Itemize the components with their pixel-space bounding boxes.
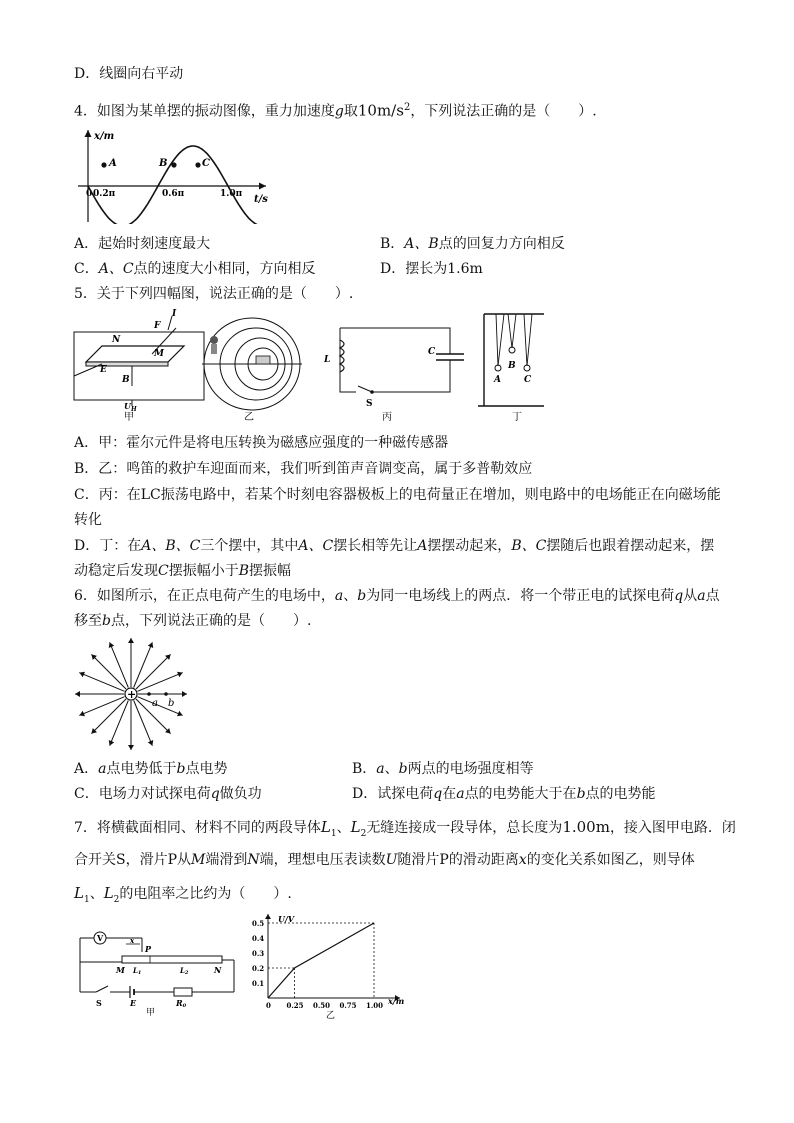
q7-xtick: 0.25 — [286, 1001, 304, 1010]
q7-caption-yi: 乙 — [326, 1011, 336, 1020]
q5-option-d-line1: D．丁：在A、B、C三个摆中，其中A、C摆长相等先让A摆摆动起来，B、C摆随后也跟着摆动起来，摆 — [74, 538, 715, 554]
svg-text:L: L — [324, 355, 331, 365]
q7-ytick: 0.5 — [252, 919, 265, 928]
q7-u-x-line — [268, 923, 374, 998]
q4-origin: 0 — [86, 189, 93, 199]
q5-fig-jia-hall-element — [74, 309, 204, 423]
q4-y-label: x/m — [94, 131, 115, 142]
q4-tick-0-6pi: 0.6π — [162, 189, 185, 199]
q7-ytick: 0.4 — [252, 934, 265, 943]
q6-field-line — [134, 642, 153, 687]
q4-option-d: D．摆长为1.6m — [380, 261, 483, 277]
q4-c-ital: A、C — [98, 261, 134, 277]
q7-x-label: x/m — [388, 996, 405, 1006]
q4-oscillation-graph — [74, 124, 274, 224]
q5-fig-bing-lc-circuit — [323, 328, 464, 423]
svg-text:N: N — [112, 335, 121, 345]
svg-text:V: V — [97, 933, 104, 943]
q7-graph-yi — [246, 910, 416, 1020]
q6-field-line — [91, 699, 126, 734]
q6-stem-line1: 6．如图所示，在正点电荷产生的电场中，a、b为同一电场线上的两点．将一个带正电的试探电荷q从a点 — [74, 588, 720, 604]
q4-point-c — [195, 162, 200, 167]
q7-stem-line1: 7．将横截面相同、材料不同的两段导体$L_1$、$L_2$无缝连接成一段导体，总长度为1.00m，接入图甲电路．闭 — [74, 818, 736, 839]
svg-text:C: C — [524, 375, 532, 385]
q6-field-line — [110, 701, 129, 746]
svg-text:x: x — [130, 936, 135, 945]
svg-text:S: S — [96, 998, 102, 1008]
svg-text:I: I — [172, 309, 177, 319]
q6-field-line — [138, 697, 183, 716]
q4-g: g — [334, 103, 344, 120]
q5-caption-yi: 乙 — [244, 412, 254, 423]
svg-text:M: M — [116, 965, 125, 975]
q5-caption-ding: 丁 — [512, 412, 522, 423]
svg-text:F: F — [154, 321, 161, 331]
q4-t-label: t/s — [254, 194, 268, 205]
q4-stem-pre: 4．如图为某单摆的振动图像，重力加速度 — [74, 103, 335, 120]
q7-ytick: 0.1 — [252, 979, 265, 988]
q7-conductor — [122, 956, 222, 963]
q4-value: 10m/s — [357, 101, 404, 120]
svg-text:R0: R0 — [176, 998, 187, 1009]
q6-field-line — [79, 697, 124, 716]
svg-text:S: S — [366, 399, 373, 409]
q6-field-line — [110, 642, 129, 687]
q6-plus-sign: + — [127, 688, 137, 701]
svg-text:UH: $U_H$ — [124, 401, 137, 413]
q7-circuit-jia — [70, 922, 240, 1017]
q7-caption-jia: 甲 — [146, 1008, 156, 1017]
q4-option-b — [380, 234, 565, 254]
q4-b-pre: B． — [380, 236, 405, 252]
q7-stem-line3: $L_1$、$L_2$的电阻率之比约为（ ）. — [74, 884, 292, 905]
q4-option-a: A．起始时刻速度最大 — [74, 236, 211, 252]
q4-c-pre: C． — [74, 261, 99, 277]
q4-tick-0-2pi: 0.2π — [93, 189, 116, 199]
q5-caption-bing: 丙 — [382, 412, 392, 423]
q7-y-label: U/V — [278, 914, 295, 924]
q5-four-figures — [72, 306, 552, 426]
q4-point-b — [171, 162, 176, 167]
q5-caption-jia: 甲 — [124, 412, 134, 423]
svg-text:M: M — [154, 349, 164, 359]
q7-xtick: 1.00 — [366, 1001, 384, 1010]
q6-field-line — [79, 673, 124, 692]
q5-option-c-line1: C．丙：在LC振荡电路中，若某个时刻电容器极板上的电荷量正在增加，则电路中的电场能正在向磁场能 — [74, 487, 721, 503]
q4-b-ital: A、B — [404, 236, 439, 252]
svg-text:L1: L1 — [133, 966, 142, 976]
q5-option-a: A．甲：霍尔元件是将电压转换为磁感应强度的一种磁传感器 — [74, 435, 449, 451]
q4-label-a: A — [109, 158, 117, 169]
q6-option-b: B．a、b两点的电场强度相等 — [352, 761, 534, 777]
svg-text:B: B — [508, 361, 516, 371]
svg-text:P: P — [145, 944, 152, 954]
q6-option-d: D．试探电荷q在a点的电势能大于在b点的电势能 — [352, 786, 656, 802]
svg-text:L2: L2 — [180, 966, 189, 976]
q4-label-b: B — [159, 158, 168, 169]
q5-option-c-line2: 转化 — [74, 512, 102, 528]
q6-label-b: b — [168, 698, 175, 709]
q7-ytick: 0.3 — [252, 949, 265, 958]
q4-option-c — [74, 259, 316, 279]
svg-text:A: A — [494, 375, 501, 385]
q7-chart — [252, 914, 400, 1010]
q7-xtick: 0 — [266, 1001, 271, 1010]
q5-stem: 5．关于下列四幅图，说法正确的是（ ）. — [74, 286, 354, 302]
q4-exp: 2 — [403, 102, 411, 113]
q6-stem-line2: 移至b点，下列说法正确的是（ ）. — [74, 613, 312, 629]
q5-fig-ding-pendulums — [478, 314, 544, 423]
q6-point-a — [147, 692, 151, 696]
q5-option-d-line2: 动稳定后发现C摆振幅小于B摆振幅 — [74, 563, 292, 579]
q7-xtick: 0.75 — [339, 1001, 357, 1010]
q6-option-a: A．a点电势低于b点电势 — [74, 761, 228, 777]
q5-fig-yi-doppler — [202, 318, 302, 423]
q3-option-d: D．线圈向右平动 — [74, 66, 184, 82]
q6-point-b — [164, 692, 168, 696]
q7-ytick: 0.2 — [252, 964, 265, 973]
q6-option-c: C．电场力对试探电荷q做负功 — [74, 786, 262, 802]
svg-text:E: E — [100, 365, 107, 375]
svg-text:B: B — [122, 375, 130, 385]
q4-stem — [74, 98, 597, 122]
q6-field-line — [134, 701, 153, 746]
q4-stem-mid: 取 — [343, 103, 358, 120]
q6-field-line — [136, 654, 171, 689]
q7-xtick: 0.50 — [313, 1001, 331, 1010]
svg-text:C: C — [428, 347, 436, 357]
q6-point-charge-field — [70, 636, 194, 752]
q4-c-post: 点的速度大小相同，方向相反 — [133, 261, 316, 277]
q7-stem-line2: 合开关S，滑片P从M端滑到N端，理想电压表读数U随滑片P的滑动距离x的变化关系如图乙，则导体 — [74, 852, 695, 868]
q4-stem-post: ，下列说法正确的是（ ）. — [410, 103, 597, 120]
q6-label-a: a — [152, 698, 158, 709]
q5-option-b: B．乙：鸣笛的救护车迎面而来，我们听到笛声音调变高，属于多普勒效应 — [74, 461, 533, 477]
q6-field-line — [91, 654, 126, 689]
q4-point-a — [101, 162, 106, 167]
q4-label-c: C — [202, 158, 210, 169]
q6-field-line — [138, 673, 183, 692]
svg-text:E: E — [130, 998, 137, 1008]
svg-text:N: N — [214, 965, 222, 975]
q4-tick-1-0pi: 1.0π — [220, 189, 243, 199]
q4-b-post: 点的回复力方向相反 — [438, 236, 565, 252]
